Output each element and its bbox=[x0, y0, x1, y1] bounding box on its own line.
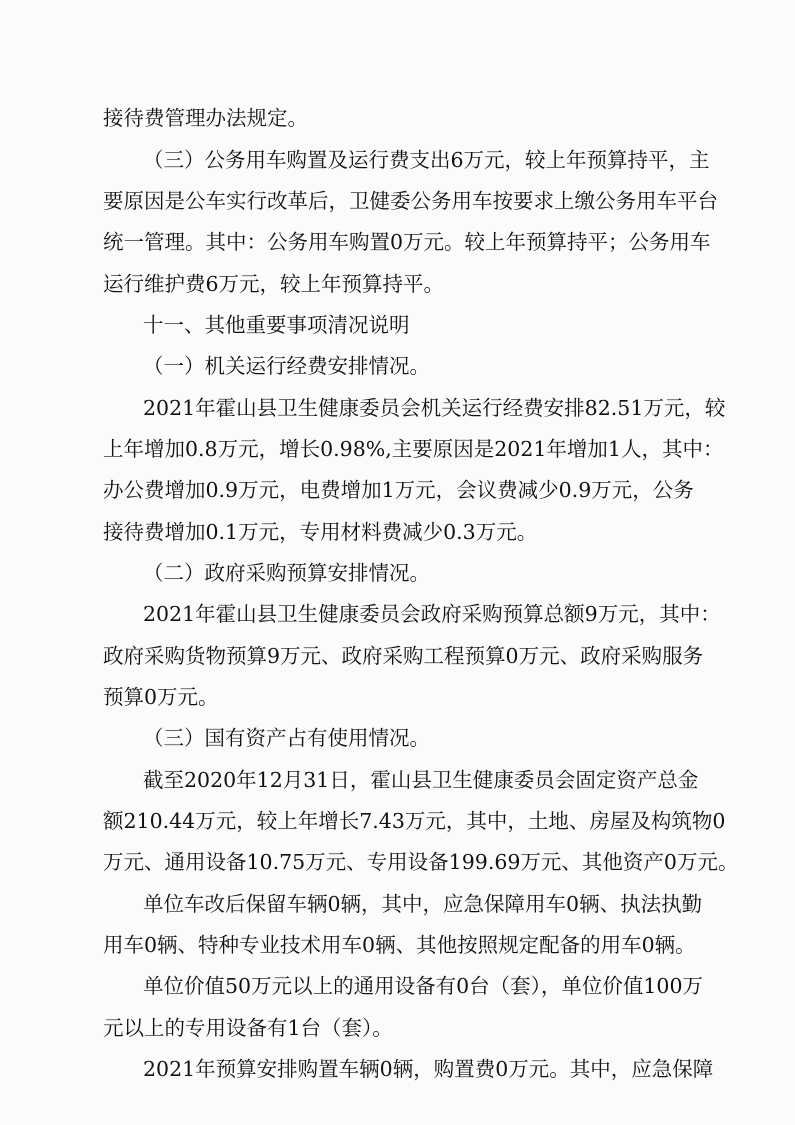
text-line: 单位车改后保留车辆0辆，其中，应急保障用车0辆、执法执勤 bbox=[143, 892, 703, 916]
text-line: 办公费增加0.9万元，电费增加1万元，会议费减少0.9万元，公务 bbox=[103, 478, 694, 502]
subsection-heading: （一）机关运行经费安排情况。 bbox=[143, 354, 430, 378]
text-line: 截至2020年12月31日，霍山县卫生健康委员会固定资产总金 bbox=[143, 768, 699, 792]
text-line: 额210.44万元，较上年增长7.43万元，其中，土地、房屋及构筑物0 bbox=[103, 809, 726, 833]
subsection-heading: （三）国有资产占有使用情况。 bbox=[143, 726, 430, 750]
text-line: 2021年霍山县卫生健康委员会机关运行经费安排82.51万元，较 bbox=[143, 396, 726, 420]
text-line: 预算0万元。 bbox=[103, 685, 219, 709]
text-line: 用车0辆、特种专业技术用车0辆、其他按照规定配备的用车0辆。 bbox=[103, 933, 696, 957]
text-line: 运行维护费6万元，较上年预算持平。 bbox=[103, 272, 445, 296]
text-line: 接待费增加0.1万元，专用材料费减少0.3万元。 bbox=[103, 520, 538, 544]
text-line: 万元、通用设备10.75万元、专用设备199.69万元、其他资产0万元。 bbox=[103, 850, 739, 874]
text-line: 2021年预算安排购置车辆0辆，购置费0万元。其中，应急保障 bbox=[143, 1057, 714, 1081]
section-heading: 十一、其他重要事项清况说明 bbox=[143, 313, 410, 337]
text-line: 2021年霍山县卫生健康委员会政府采购预算总额9万元，其中： bbox=[143, 602, 721, 626]
text-line: 统一管理。其中：公务用车购置0万元。较上年预算持平；公务用车 bbox=[103, 230, 711, 254]
text-line: 上年增加0.8万元，增长0.98%,主要原因是2021年增加1人，其中： bbox=[103, 437, 724, 461]
subsection-heading: （二）政府采购预算安排情况。 bbox=[143, 561, 430, 585]
text-line: 元以上的专用设备有1台（套）。 bbox=[103, 1016, 393, 1040]
text-line: 要原因是公车实行改革后，卫健委公务用车按要求上缴公务用车平台 bbox=[103, 189, 718, 213]
text-line: 政府采购货物预算9万元、政府采购工程预算0万元、政府采购服务 bbox=[103, 644, 704, 668]
text-line: 单位价值50万元以上的通用设备有0台（套），单位价值100万 bbox=[143, 974, 704, 998]
text-line: （三）公务用车购置及运行费支出6万元，较上年预算持平，主 bbox=[143, 148, 710, 172]
text-line: 接待费管理办法规定。 bbox=[103, 106, 308, 130]
